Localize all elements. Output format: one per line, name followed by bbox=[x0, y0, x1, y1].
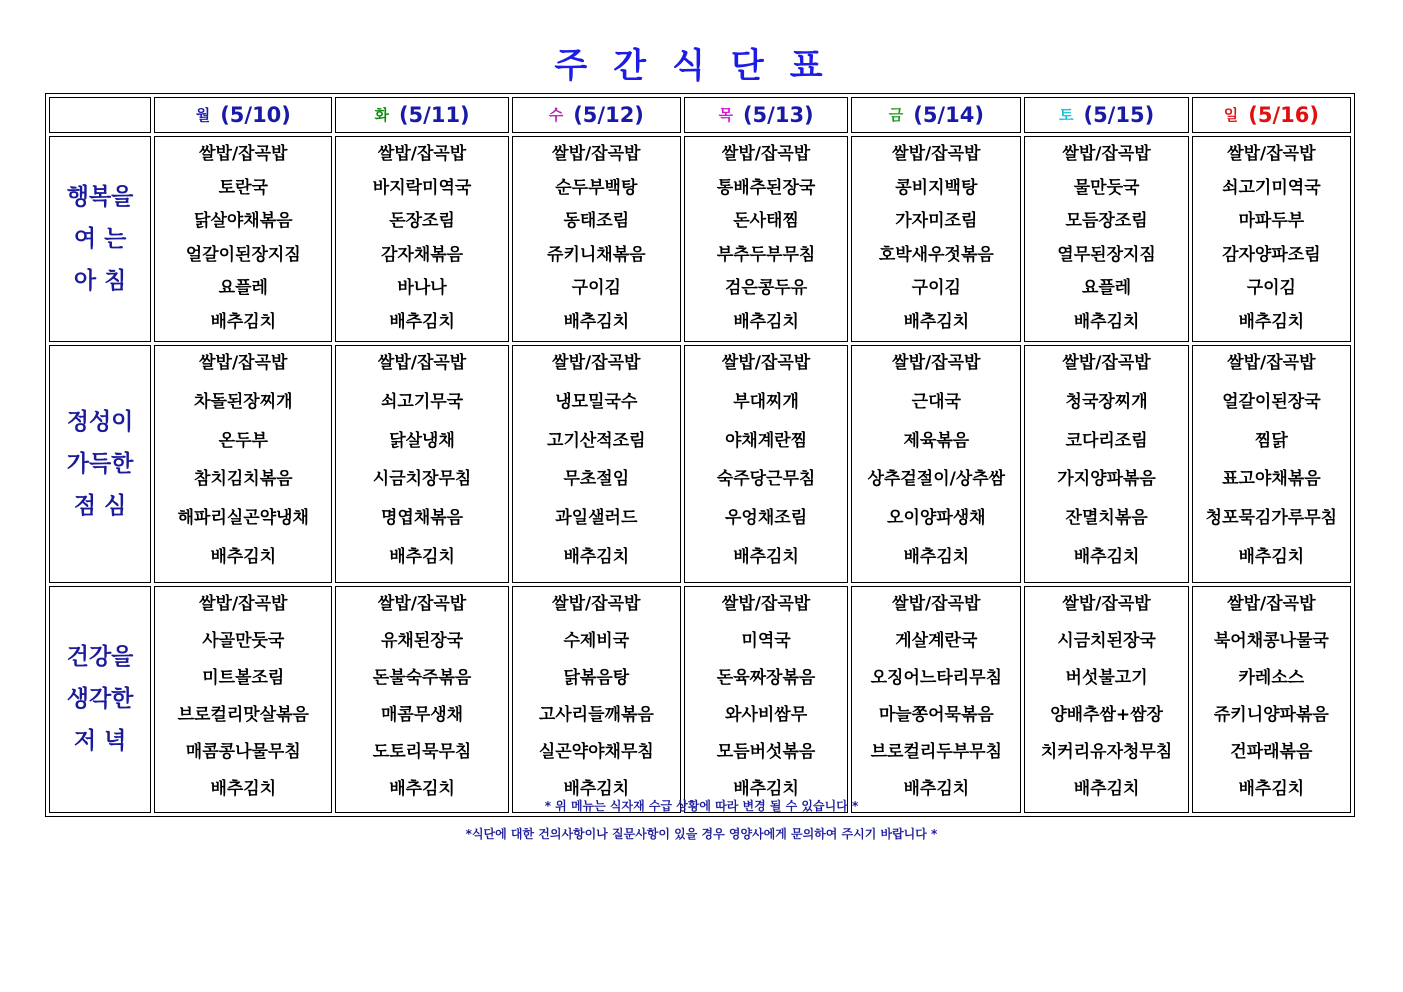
meal-label-line: 정성이 bbox=[66, 408, 134, 435]
menu-item: 쌀밥/잡곡밥 bbox=[199, 353, 288, 373]
menu-cell bbox=[684, 136, 848, 342]
menu-item: 양배추쌈+쌈장 bbox=[1050, 704, 1163, 725]
menu-item: 쌀밥/잡곡밥 bbox=[552, 593, 641, 614]
menu-item: 고사리들깨볶음 bbox=[538, 704, 654, 725]
day-header-sat bbox=[1024, 97, 1188, 133]
menu-item: 배추김치 bbox=[1073, 311, 1140, 332]
breakfast-row bbox=[49, 136, 1351, 342]
menu-item: 닭살야채볶음 bbox=[194, 211, 293, 231]
menu-item: 매콤무생채 bbox=[380, 704, 464, 725]
menu-cell bbox=[851, 586, 1021, 813]
menu-item: 시금치된장국 bbox=[1057, 630, 1156, 651]
menu-item: 감자채볶음 bbox=[380, 244, 464, 265]
menu-item: 쌀밥/잡곡밥 bbox=[552, 144, 641, 164]
menu-item: 배추김치 bbox=[210, 778, 277, 799]
lunch-row bbox=[49, 345, 1351, 583]
meal-label-line: 가득한 bbox=[66, 450, 134, 477]
menu-item: 쌀밥/잡곡밥 bbox=[721, 144, 811, 164]
menu-item: 배추김치 bbox=[733, 311, 799, 332]
menu-item: 참치김치볶음 bbox=[194, 469, 293, 490]
menu-item: 건파래볶음 bbox=[1230, 741, 1313, 762]
day-header-thu bbox=[684, 97, 848, 133]
menu-item: 배추김치 bbox=[389, 778, 455, 799]
day-label: 수 bbox=[548, 106, 564, 124]
menu-item: 요플레 bbox=[1081, 278, 1132, 298]
menu-item: 바지락미역국 bbox=[372, 177, 472, 198]
menu-item: 게살계란국 bbox=[895, 630, 978, 651]
menu-item: 배추김치 bbox=[903, 311, 970, 332]
menu-item: 돈불숙주볶음 bbox=[372, 667, 472, 688]
day-header-fri bbox=[851, 97, 1021, 133]
menu-item: 냉모밀국수 bbox=[555, 391, 638, 412]
menu-cell bbox=[684, 345, 848, 583]
menu-item: 상추겉절이/상추쌈 bbox=[867, 469, 1006, 490]
day-date: (5/11) bbox=[398, 103, 470, 127]
day-label: 토 bbox=[1058, 106, 1074, 124]
menu-item: 우엉채조림 bbox=[725, 508, 808, 529]
day-date: (5/14) bbox=[913, 103, 984, 127]
menu-cell bbox=[684, 586, 848, 813]
day-header-wed bbox=[512, 97, 681, 133]
menu-item: 쌀밥/잡곡밥 bbox=[377, 353, 467, 373]
menu-item: 모듬버섯볶음 bbox=[716, 741, 816, 762]
menu-item: 마파두부 bbox=[1238, 211, 1305, 231]
menu-item: 콩비지백탕 bbox=[895, 177, 978, 198]
menu-item: 모듬장조림 bbox=[1065, 211, 1148, 231]
menu-item: 부추두부무침 bbox=[716, 244, 816, 265]
menu-item: 쌀밥/잡곡밥 bbox=[1227, 353, 1316, 373]
menu-cell bbox=[154, 345, 332, 583]
menu-item: 배추김치 bbox=[733, 778, 799, 799]
meal-label-line: 점 심 bbox=[73, 492, 127, 519]
menu-item: 쇠고기미역국 bbox=[1222, 177, 1321, 198]
menu-item: 닭살냉채 bbox=[389, 430, 455, 451]
menu-item: 쌀밥/잡곡밥 bbox=[1227, 593, 1316, 614]
menu-item: 청포묵김가루무침 bbox=[1205, 508, 1338, 529]
day-header-mon bbox=[154, 97, 332, 133]
menu-cell bbox=[851, 345, 1021, 583]
day-label: 금 bbox=[888, 106, 904, 124]
menu-item: 검은콩두유 bbox=[725, 278, 808, 298]
menu-cell bbox=[335, 345, 508, 583]
menu-item: 쇠고기무국 bbox=[380, 391, 464, 412]
menu-item: 수제비국 bbox=[563, 630, 630, 651]
menu-item: 호박새우젓볶음 bbox=[878, 244, 994, 265]
menu-item: 요플레 bbox=[218, 278, 268, 298]
menu-cell bbox=[1024, 586, 1188, 813]
menu-item: 배추김치 bbox=[210, 546, 277, 567]
menu-item: 배추김치 bbox=[1238, 546, 1305, 567]
menu-cell bbox=[512, 136, 681, 342]
menu-item: 토란국 bbox=[218, 177, 268, 198]
menu-item: 통배추된장국 bbox=[716, 177, 816, 198]
menu-item: 브로컬리두부무침 bbox=[870, 741, 1003, 762]
meal-label bbox=[49, 345, 151, 583]
menu-cell bbox=[154, 586, 332, 813]
menu-item: 얼갈이된장지짐 bbox=[185, 244, 301, 265]
menu-item: 쥬키니채볶음 bbox=[547, 244, 646, 265]
notice-change: * 위 메뉴는 식자재 수급 상황에 따라 변경 될 수 있습니다 * bbox=[544, 799, 859, 813]
day-label: 일 bbox=[1223, 106, 1239, 124]
menu-item: 배추김치 bbox=[903, 778, 970, 799]
meal-label-line: 생각한 bbox=[66, 686, 134, 713]
menu-item: 오징어느타리무침 bbox=[870, 667, 1003, 688]
meal-label bbox=[49, 136, 151, 342]
menu-item: 쌀밥/잡곡밥 bbox=[199, 144, 288, 164]
dinner-row bbox=[49, 586, 1351, 813]
menu-item: 쌀밥/잡곡밥 bbox=[721, 593, 811, 614]
menu-item: 부대찌개 bbox=[733, 391, 799, 412]
menu-cell bbox=[512, 586, 681, 813]
menu-item: 북어채콩나물국 bbox=[1213, 630, 1329, 651]
menu-item: 쥬키니양파볶음 bbox=[1213, 704, 1329, 725]
menu-item: 명엽채볶음 bbox=[380, 508, 464, 529]
menu-item: 구이김 bbox=[1246, 278, 1296, 298]
meal-label bbox=[49, 586, 151, 813]
page-title: 주간식단표 bbox=[554, 46, 849, 86]
header-row bbox=[49, 97, 1351, 133]
meal-label-line: 여 는 bbox=[73, 226, 127, 252]
menu-cell bbox=[1192, 136, 1351, 342]
menu-item: 와사비쌈무 bbox=[725, 704, 808, 725]
menu-item: 쌀밥/잡곡밥 bbox=[892, 353, 981, 373]
menu-item: 청국장찌개 bbox=[1065, 391, 1148, 412]
menu-item: 근대국 bbox=[911, 391, 961, 412]
menu-item: 코다리조림 bbox=[1065, 430, 1148, 451]
menu-item: 배추김치 bbox=[903, 546, 970, 567]
day-date: (5/15) bbox=[1083, 103, 1155, 127]
day-label: 화 bbox=[374, 106, 389, 124]
menu-cell bbox=[512, 345, 681, 583]
day-date: (5/10) bbox=[220, 103, 291, 127]
meal-label-line: 아 침 bbox=[73, 268, 127, 294]
menu-item: 쌀밥/잡곡밥 bbox=[377, 593, 467, 614]
menu-item: 카레소스 bbox=[1238, 667, 1305, 688]
menu-item: 버섯불고기 bbox=[1065, 667, 1148, 688]
day-header-sun bbox=[1192, 97, 1351, 133]
menu-item: 가자미조림 bbox=[895, 211, 978, 231]
menu-item: 순두부백탕 bbox=[555, 177, 638, 198]
menu-item: 해파리실곤약냉채 bbox=[177, 508, 309, 529]
menu-item: 돈사태찜 bbox=[733, 211, 799, 231]
menu-item: 배추김치 bbox=[563, 546, 630, 567]
menu-item: 돈장조림 bbox=[389, 211, 455, 231]
menu-item: 과일샐러드 bbox=[555, 508, 638, 529]
menu-item: 물만둣국 bbox=[1073, 177, 1140, 198]
menu-item: 찜닭 bbox=[1254, 430, 1288, 451]
menu-item: 배추김치 bbox=[1238, 778, 1305, 799]
menu-item: 오이양파생채 bbox=[887, 508, 986, 529]
menu-item: 쌀밥/잡곡밥 bbox=[721, 353, 811, 373]
menu-item: 구이김 bbox=[911, 278, 961, 298]
menu-item: 차돌된장찌개 bbox=[194, 391, 293, 412]
menu-item: 시금치장무침 bbox=[372, 469, 472, 490]
menu-item: 쌀밥/잡곡밥 bbox=[892, 593, 981, 614]
menu-item: 쌀밥/잡곡밥 bbox=[1062, 353, 1151, 373]
menu-item: 유채된장국 bbox=[380, 630, 464, 651]
day-date: (5/12) bbox=[573, 103, 644, 127]
menu-cell bbox=[154, 136, 332, 342]
day-date: (5/16) bbox=[1248, 103, 1319, 127]
menu-item: 쌀밥/잡곡밥 bbox=[892, 144, 981, 164]
menu-item: 쌀밥/잡곡밥 bbox=[377, 144, 467, 164]
menu-item: 브로컬리맛살볶음 bbox=[177, 704, 309, 725]
menu-item: 감자양파조림 bbox=[1222, 244, 1321, 265]
menu-item: 쌀밥/잡곡밥 bbox=[1227, 144, 1316, 164]
menu-item: 배추김치 bbox=[733, 546, 799, 567]
menu-item: 동태조림 bbox=[563, 211, 630, 231]
menu-item: 닭볶음탕 bbox=[563, 667, 630, 688]
menu-item: 온두부 bbox=[218, 430, 268, 451]
menu-cell bbox=[1192, 586, 1351, 813]
menu-item: 치커리유자청무침 bbox=[1040, 741, 1173, 762]
menu-item: 실곤약야채무침 bbox=[538, 741, 654, 762]
menu-item: 쌀밥/잡곡밥 bbox=[552, 353, 641, 373]
menu-cell bbox=[851, 136, 1021, 342]
menu-item: 배추김치 bbox=[1238, 311, 1305, 332]
menu-item: 얼갈이된장국 bbox=[1222, 391, 1321, 412]
menu-item: 사골만둣국 bbox=[202, 630, 285, 651]
menu-item: 도토리묵무침 bbox=[372, 741, 472, 762]
menu-item: 매콤콩나물무침 bbox=[185, 741, 301, 762]
menu-item: 배추김치 bbox=[563, 778, 630, 799]
menu-item: 미트볼조림 bbox=[202, 667, 285, 688]
day-header-tue bbox=[335, 97, 508, 133]
meal-label-line: 행복을 bbox=[66, 184, 134, 210]
menu-cell bbox=[1024, 345, 1188, 583]
day-label: 월 bbox=[195, 106, 211, 124]
menu-item: 무초절임 bbox=[563, 469, 630, 490]
menu-item: 제육볶음 bbox=[903, 430, 970, 451]
menu-item: 잔멸치볶음 bbox=[1065, 508, 1148, 529]
menu-item: 고기산적조림 bbox=[547, 430, 646, 451]
menu-item: 쌀밥/잡곡밥 bbox=[1062, 144, 1151, 164]
meal-label-line: 건강을 bbox=[66, 644, 134, 671]
menu-item: 바나나 bbox=[397, 278, 447, 298]
menu-cell bbox=[1024, 136, 1188, 342]
day-label: 목 bbox=[718, 106, 733, 124]
weekly-menu-table bbox=[45, 93, 1355, 817]
menu-cell bbox=[1192, 345, 1351, 583]
menu-item: 배추김치 bbox=[210, 311, 277, 332]
menu-item: 배추김치 bbox=[1073, 778, 1140, 799]
menu-item: 가지양파볶음 bbox=[1057, 469, 1156, 490]
menu-item: 배추김치 bbox=[389, 311, 455, 332]
menu-cell bbox=[335, 586, 508, 813]
corner-cell bbox=[49, 97, 151, 133]
menu-item: 배추김치 bbox=[1073, 546, 1140, 567]
notice-contact: *식단에 대한 건의사항이나 질문사항이 있을 경우 영양사에게 문의하여 주시기 바랍니다 * bbox=[465, 827, 938, 841]
menu-item: 마늘쫑어묵볶음 bbox=[878, 704, 994, 725]
menu-item: 구이김 bbox=[571, 278, 621, 298]
menu-item: 열무된장지짐 bbox=[1057, 244, 1156, 265]
menu-item: 야채계란찜 bbox=[725, 430, 808, 451]
menu-item: 숙주당근무침 bbox=[716, 469, 816, 490]
menu-item: 쌀밥/잡곡밥 bbox=[199, 593, 288, 614]
menu-item: 배추김치 bbox=[389, 546, 455, 567]
menu-item: 돈육짜장볶음 bbox=[716, 667, 816, 688]
menu-item: 쌀밥/잡곡밥 bbox=[1062, 593, 1151, 614]
day-date: (5/13) bbox=[742, 103, 814, 127]
menu-item: 미역국 bbox=[741, 630, 791, 651]
menu-item: 배추김치 bbox=[563, 311, 630, 332]
menu-item: 표고야채볶음 bbox=[1222, 469, 1321, 490]
menu-cell bbox=[335, 136, 508, 342]
meal-label-line: 저 녁 bbox=[73, 728, 127, 755]
